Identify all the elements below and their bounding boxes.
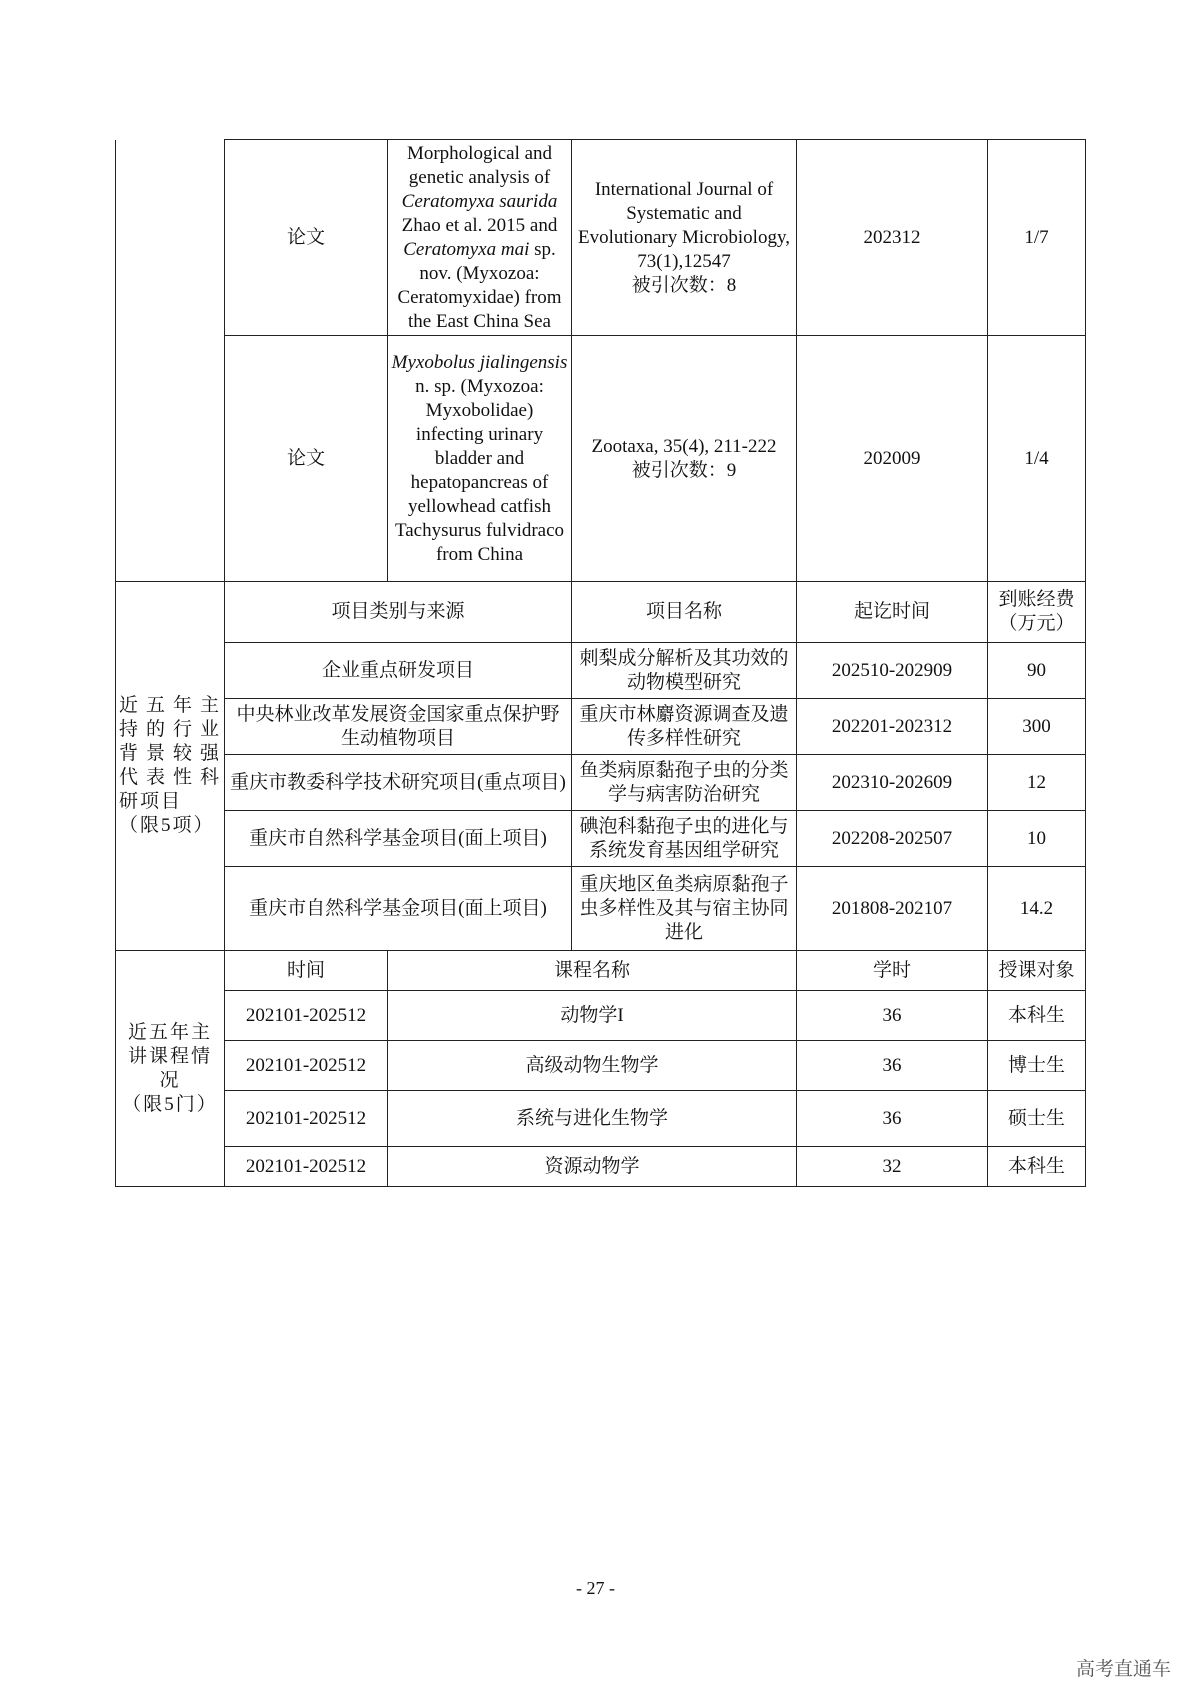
page-number: - 27 - [576, 1578, 615, 1598]
project-category: 重庆市自然科学基金项目(面上项目) [225, 811, 572, 867]
project-row [116, 867, 1086, 951]
header-course-hours: 学时 [797, 951, 988, 991]
course-name: 高级动物生物学 [388, 1041, 797, 1091]
course-audience: 本科生 [988, 1147, 1086, 1187]
project-row [116, 699, 1086, 755]
watermark-text: 高考直通车 [1075, 1658, 1171, 1680]
course-row [116, 1091, 1086, 1147]
header-project-funding: 到账经费（万元） [988, 582, 1086, 643]
paper-type: 论文 [225, 336, 388, 582]
course-row [116, 1147, 1086, 1187]
project-name: 重庆地区鱼类病原黏孢子虫多样性及其与宿主协同进化 [572, 867, 797, 951]
courses-section-label: 近五年主讲课程情况 （限5门） [116, 951, 225, 1187]
projects-section-label: 近五年主持的行业背景较强代表性科研项目 （限5项） [116, 582, 225, 951]
project-row [116, 643, 1086, 699]
citation-count: 被引次数：8 [631, 274, 737, 296]
course-audience: 本科生 [988, 991, 1086, 1041]
project-funding: 10 [988, 811, 1086, 867]
project-name: 鱼类病原黏孢子虫的分类学与病害防治研究 [572, 755, 797, 811]
project-category: 重庆市自然科学基金项目(面上项目) [225, 867, 572, 951]
course-name: 系统与进化生物学 [388, 1091, 797, 1147]
project-category: 企业重点研发项目 [225, 643, 572, 699]
courses-header-row [116, 951, 1086, 991]
paper-author-rank: 1/7 [988, 140, 1086, 336]
project-period: 202310-202609 [797, 755, 988, 811]
header-course-audience: 授课对象 [988, 951, 1086, 991]
citation-count: 被引次数：9 [631, 459, 737, 481]
course-audience: 博士生 [988, 1041, 1086, 1091]
project-funding: 14.2 [988, 867, 1086, 951]
resume-form-table [115, 139, 1086, 1187]
course-hours: 36 [797, 991, 988, 1041]
project-funding: 90 [988, 643, 1086, 699]
header-project-category: 项目类别与来源 [225, 582, 572, 643]
paper-date: 202009 [797, 336, 988, 582]
paper-title: Myxobolus jialingensis n. sp. (Myxozoa: Myxobolidae) infecting urinary bladder and hepatopancreas of yellowhead catfish Tachysurus fulvidraco from China [388, 336, 572, 582]
project-funding: 300 [988, 699, 1086, 755]
project-period: 201808-202107 [797, 867, 988, 951]
project-period: 202510-202909 [797, 643, 988, 699]
course-hours: 32 [797, 1147, 988, 1187]
paper-row-2 [116, 336, 1086, 582]
paper-title: Morphological and genetic analysis of Ceratomyxa saurida Zhao et al. 2015 and Ceratomyxa mai sp. nov. (Myxozoa: Ceratomyxidae) from the East China Sea [388, 140, 572, 336]
paper-journal: Zootaxa, 35(4), 211-222 被引次数：9 [572, 336, 797, 582]
project-period: 202201-202312 [797, 699, 988, 755]
paper-row-1 [116, 140, 1086, 336]
project-category: 中央林业改革发展资金国家重点保护野生动植物项目 [225, 699, 572, 755]
course-audience: 硕士生 [988, 1091, 1086, 1147]
project-name: 重庆市林麝资源调查及遗传多样性研究 [572, 699, 797, 755]
paper-author-rank: 1/4 [988, 336, 1086, 582]
course-name: 动物学I [388, 991, 797, 1041]
header-project-name: 项目名称 [572, 582, 797, 643]
course-time: 202101-202512 [225, 1147, 388, 1187]
papers-section-label-cell [116, 140, 225, 582]
project-period: 202208-202507 [797, 811, 988, 867]
project-row [116, 755, 1086, 811]
paper-date: 202312 [797, 140, 988, 336]
project-name: 碘泡科黏孢子虫的进化与系统发育基因组学研究 [572, 811, 797, 867]
course-time: 202101-202512 [225, 991, 388, 1041]
paper-journal: International Journal of Systematic and Evolutionary Microbiology, 73(1),12547 被引次数：8 [572, 140, 797, 336]
course-hours: 36 [797, 1041, 988, 1091]
course-hours: 36 [797, 1091, 988, 1147]
header-project-period: 起讫时间 [797, 582, 988, 643]
course-time: 202101-202512 [225, 1091, 388, 1147]
header-course-time: 时间 [225, 951, 388, 991]
course-row [116, 991, 1086, 1041]
paper-type: 论文 [225, 140, 388, 336]
header-course-name: 课程名称 [388, 951, 797, 991]
course-row [116, 1041, 1086, 1091]
project-name: 刺梨成分解析及其功效的动物模型研究 [572, 643, 797, 699]
project-row [116, 811, 1086, 867]
course-time: 202101-202512 [225, 1041, 388, 1091]
project-funding: 12 [988, 755, 1086, 811]
course-name: 资源动物学 [388, 1147, 797, 1187]
project-category: 重庆市教委科学技术研究项目(重点项目) [225, 755, 572, 811]
projects-header-row [116, 582, 1086, 643]
